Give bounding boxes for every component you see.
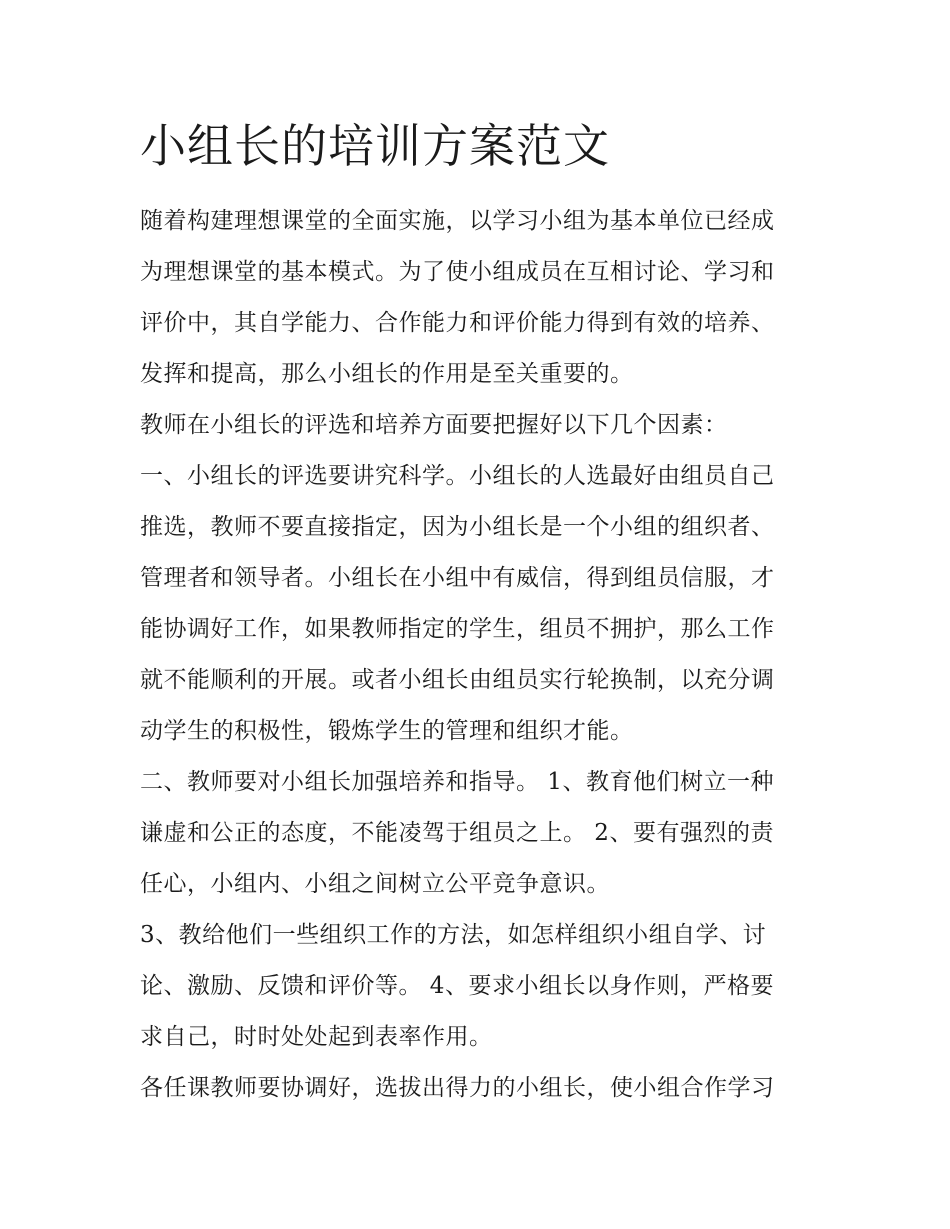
text-line: 二、教师要对小组长加强培养和指导。 1、教育他们树立一种 xyxy=(140,769,774,795)
paragraph-closing xyxy=(140,1063,820,1114)
paragraph-point-three-four xyxy=(140,910,820,1063)
paragraph-factors-intro xyxy=(140,400,820,451)
text-line: 一、小组长的评选要讲究科学。小组长的人选最好由组员自己 xyxy=(140,463,775,489)
text-line: 3、教给他们一些组织工作的方法，如怎样组织小组自学、讨 xyxy=(140,922,767,948)
text-line: 就不能顺利的开展。或者小组长由组员实行轮换制，以充分调 xyxy=(140,667,775,693)
text-line: 动学生的积极性，锻炼学生的管理和组织才能。 xyxy=(140,718,634,744)
document-page xyxy=(140,110,820,1114)
text-line: 能协调好工作，如果教师指定的学生，组员不拥护，那么工作 xyxy=(140,616,775,642)
text-line: 评价中，其自学能力、合作能力和评价能力得到有效的培养、 xyxy=(140,310,775,336)
paragraph-point-two xyxy=(140,757,820,910)
text-line: 发挥和提高，那么小组长的作用是至关重要的。 xyxy=(140,361,634,387)
text-line: 谦虚和公正的态度，不能凌驾于组员之上。 2、要有强烈的责 xyxy=(140,820,774,846)
text-line: 随着构建理想课堂的全面实施，以学习小组为基本单位已经成 xyxy=(140,208,775,234)
text-line: 管理者和领导者。小组长在小组中有威信，得到组员信服，才 xyxy=(140,565,775,591)
text-line: 求自己，时时处处起到表率作用。 xyxy=(140,1024,493,1050)
paragraph-intro xyxy=(140,196,820,400)
text-line: 论、激励、反馈和评价等。 4、要求小组长以身作则，严格要 xyxy=(140,973,774,999)
text-line: 任心，小组内、小组之间树立公平竞争意识。 xyxy=(140,871,610,897)
text-line: 教师在小组长的评选和培养方面要把握好以下几个因素： xyxy=(140,412,728,438)
document-title: 小组长的培训方案范文 xyxy=(140,119,610,173)
paragraph-point-one xyxy=(140,451,820,757)
text-line: 各任课教师要协调好，选拔出得力的小组长，使小组合作学习 xyxy=(140,1075,775,1101)
text-line: 推选，教师不要直接指定，因为小组长是一个小组的组织者、 xyxy=(140,514,775,540)
text-line: 为理想课堂的基本模式。为了使小组成员在互相讨论、学习和 xyxy=(140,259,775,285)
